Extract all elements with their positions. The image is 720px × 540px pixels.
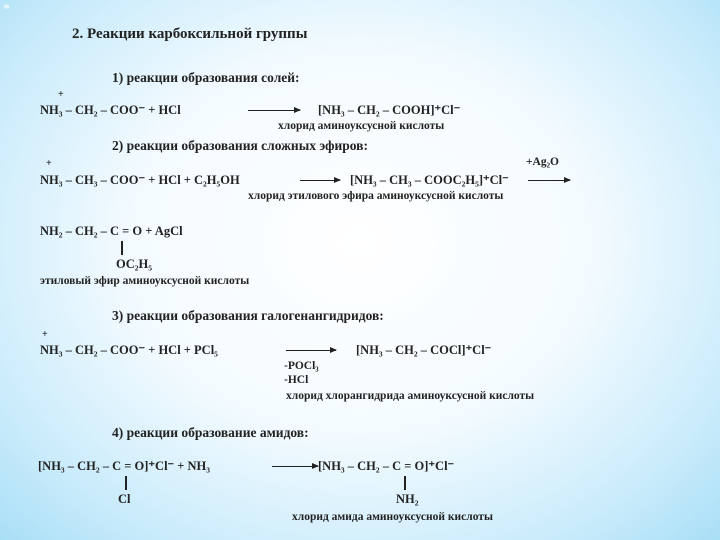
amides-product-name: хлорид амида аминоуксусной кислоты — [292, 511, 493, 523]
esters-substituent: OC₂H₅ — [116, 257, 152, 271]
amides-heading: 4) реакции образование амидов: — [112, 425, 309, 440]
acyl-halides-byproduct-2: -HCl — [284, 374, 309, 386]
acyl-halides-product-name: хлорид хлорангидрида аминоуксусной кислоты — [286, 390, 535, 402]
amides-equation-right: [NH₃ – CH₂ – C = O]⁺Cl⁻ — [318, 459, 455, 473]
esters-second-arrow — [528, 180, 570, 181]
amides-right-bond-line — [404, 476, 406, 490]
acyl-halides-byproduct-1: -POCl₃ — [284, 360, 319, 372]
acyl-halides-reaction-arrow — [286, 350, 336, 351]
esters-plus-sign: + — [46, 158, 52, 169]
esters-reaction-arrow — [300, 180, 340, 181]
slide-title: 2. Реакции карбоксильной группы — [72, 26, 308, 42]
salts-product-name: хлорид аминоуксусной кислоты — [278, 120, 445, 132]
esters-second-product-name: этиловый эфир аминоуксусной кислоты — [40, 275, 250, 287]
acyl-halides-plus-sign: + — [42, 329, 48, 340]
esters-equation-left: NH₃ – CH₃ – COO⁻ + HCl + C₂H₅OH — [40, 173, 240, 187]
esters-equation-right: [NH₃ – CH₃ – COOC₂H₅]⁺Cl⁻ — [350, 173, 509, 187]
acyl-halides-equation-right: [NH₃ – CH₂ – COCl]⁺Cl⁻ — [356, 343, 492, 357]
salts-equation-left: NH₃ – CH₂ – COO⁻ + HCl — [40, 103, 181, 117]
amides-right-substituent: NH₂ — [396, 492, 419, 506]
corner-asterisk: * — [3, 2, 10, 17]
esters-product-name: хлорид этилового эфира аминоуксусной кислоты — [248, 190, 504, 202]
amides-reaction-arrow — [272, 466, 318, 467]
salts-reaction-arrow — [248, 110, 300, 111]
esters-bond-line — [121, 241, 123, 255]
esters-reagent-above: +Ag₂O — [526, 156, 560, 168]
salts-plus-sign: + — [58, 89, 64, 100]
acyl-halides-equation-left: NH₃ – CH₂ – COO⁻ + HCl + PCl₅ — [40, 343, 218, 357]
amides-left-bond-line — [125, 476, 127, 490]
salts-equation-right: [NH₃ – CH₂ – COOH]⁺Cl⁻ — [318, 103, 461, 117]
esters-second-equation: NH₂ – CH₂ – C = O + AgCl — [40, 224, 183, 238]
amides-equation-left: [NH₃ – CH₂ – C = O]⁺Cl⁻ + NH₃ — [38, 459, 211, 473]
esters-heading: 2) реакции образования сложных эфиров: — [112, 138, 368, 153]
amides-left-substituent: Cl — [118, 492, 131, 506]
salts-heading: 1) реакции образования солей: — [112, 70, 300, 85]
acyl-halides-heading: 3) реакции образования галогенангидридов: — [112, 308, 384, 323]
